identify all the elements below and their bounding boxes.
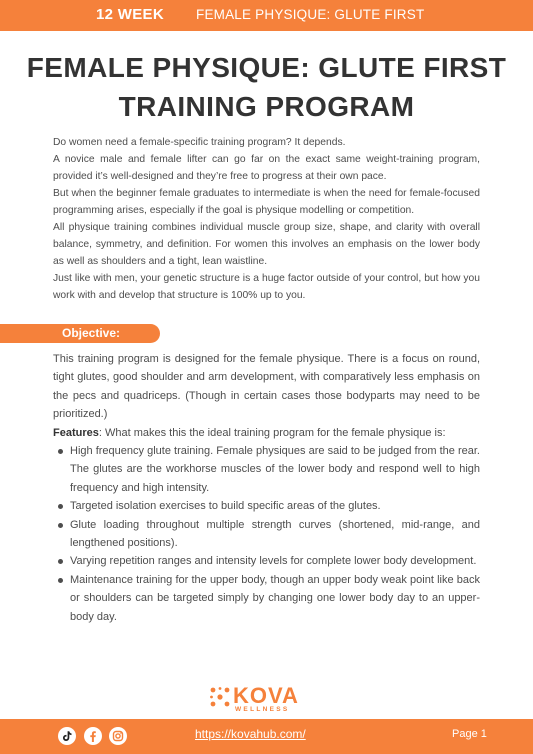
page-title-line-1: FEMALE PHYSIQUE: GLUTE FIRST xyxy=(26,52,507,83)
page-title xyxy=(0,48,533,126)
intro-paragraph: A novice male and female lifter can go far on the exact same weight-training program, provided it’s well-designed and they’re free to progress at their own pace. xyxy=(53,154,480,182)
facebook-icon[interactable] xyxy=(84,727,102,745)
list-item: Glute loading throughout multiple strength curves (shortened, mid-range, and lengthened positions). xyxy=(70,516,480,553)
kova-logo xyxy=(209,684,299,716)
features-text: : What makes this the ideal training program for the female physique is: xyxy=(98,426,446,439)
week-label: 12 WEEK xyxy=(96,6,164,23)
features-label: Features xyxy=(53,426,99,439)
kova-logo-icon xyxy=(209,686,231,708)
features-list xyxy=(53,442,480,626)
intro-paragraph: Just like with men, your genetic structure is a huge factor outside of your control, but how you work with and develop that structure is 100% up to you. xyxy=(53,273,480,301)
list-item: High frequency glute training. Female physiques are said to be judged from the rear. The glutes are the workhorse muscles of the lower body and respond well to high frequency and high intensity. xyxy=(70,442,480,497)
instagram-icon[interactable] xyxy=(109,727,127,745)
banner-title: FEMALE PHYSIQUE: GLUTE FIRST xyxy=(196,7,425,22)
objective-label: Objective: xyxy=(62,326,121,340)
logo-tagline: WELLNESS xyxy=(235,706,290,713)
list-item: Maintenance training for the upper body, though an upper body weak point like back or shoulders can be targeted simply by changing one lower body day to an upper-body day. xyxy=(70,571,480,626)
objective-paragraph: This training program is designed for the female physique. There is a focus on round, tight glutes, good shoulder and arm development, with comparatively less emphasis on the pecs and quadriceps. (Though in certain cases those bodyparts may need to be prioritized.) xyxy=(53,353,480,421)
intro-section xyxy=(53,134,480,304)
objective-heading xyxy=(0,324,160,343)
features-intro xyxy=(53,424,480,442)
footer-bar xyxy=(0,719,533,754)
logo-name: KOVA xyxy=(233,683,299,708)
website-link[interactable]: https://kovahub.com/ xyxy=(195,727,306,741)
objective-section xyxy=(53,350,480,626)
page-number: Page 1 xyxy=(452,728,487,740)
tiktok-icon[interactable] xyxy=(58,727,76,745)
intro-paragraph: Do women need a female-specific training program? It depends. xyxy=(53,137,346,148)
top-banner xyxy=(0,0,533,31)
intro-paragraph: All physique training combines individual muscle group size, shape, and clarity with overall balance, symmetry, and definition. For women this involves an emphasis on the lower body as well as shoulders and a tight, lean waistline. xyxy=(53,222,480,267)
intro-paragraph: But when the beginner female graduates to intermediate is when the need for female-focused programming arises, especially if the goal is physique modelling or competition. xyxy=(53,188,480,216)
page-title-line-2: TRAINING PROGRAM xyxy=(118,91,415,122)
list-item: Targeted isolation exercises to build specific areas of the glutes. xyxy=(70,497,480,515)
list-item: Varying repetition ranges and intensity levels for complete lower body development. xyxy=(70,552,480,570)
